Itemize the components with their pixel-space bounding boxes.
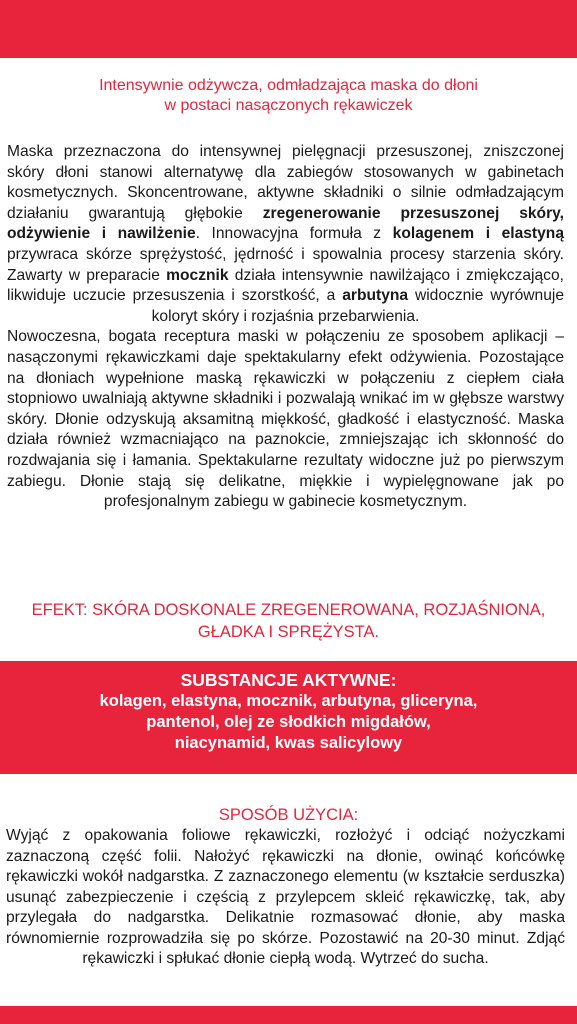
- description-paragraph-1: [7, 142, 564, 327]
- subtitle-line-1: Intensywnie odżywcza, odmładzająca maska do dłoni: [99, 77, 478, 94]
- product-description: [7, 142, 564, 513]
- description-highlight: arbutyna: [342, 287, 409, 305]
- effect-statement: [0, 599, 577, 643]
- description-text: Maska przeznaczona do intensywnej pielęgnacji przesuszonej, zniszczonej skóry dłoni stanowi alternatywę dla zabiegów stosowanych w gabinetach kosmetycznych. Skoncentrowane, aktywne składniki o silnie odmładzającym działaniu gwarantują głębokie: [7, 143, 564, 222]
- description-text: widocznie wyrównuje koloryt skóry i rozjaśnia przebarwienia.: [151, 287, 564, 325]
- active-substances-line-2: pantenol, olej ze słodkich migdałów,: [146, 713, 431, 731]
- active-substances-line-3: niacynamid, kwas salicylowy: [174, 734, 403, 752]
- description-highlight: zregenerowanie przesuszonej skóry, odżywienie i nawilżenie: [7, 204, 564, 243]
- active-substances-title: SUBSTANCJE AKTYWNE:: [180, 670, 397, 690]
- description-highlight: kolagenem i elastyną: [392, 225, 564, 243]
- effect-line-1: EFEKT: SKÓRA DOSKONALE ZREGENEROWANA, ROZJAŚNIONA,: [31, 601, 546, 619]
- description-text: przywraca skórze sprężystość, jędrność i spowalnia procesy starzenia skóry. Zawarty w preparacie: [7, 245, 564, 284]
- active-substances-line-1: kolagen, elastyna, mocznik, arbutyna, gliceryna,: [99, 692, 478, 710]
- description-text: . Innowacyjna formuła z: [195, 225, 393, 243]
- subtitle-line-2: w postaci nasączonych rękawiczek: [164, 97, 413, 114]
- usage-instructions: Wyjąć z opakowania foliowe rękawiczki, rozłożyć i odciąć nożyczkami zaznaczoną część folii. Nałożyć rękawiczki na dłonie, owinąć końcówkę rękawiczki wokół nadgarstka. Z zaznaczonego elementu (w kształcie serduszka) usunąć zabezpieczenie i częścią z przylepcem skleić rękawiczkę, tak, aby przylegała do nadgarstka. Delikatnie rozmasować dłonie, aby maska równomiernie rozprowadziła się po skórze. Pozostawić na 20-30 minut. Zdjąć rękawiczki i spłukać dłonie ciepłą wodą. Wytrzeć do sucha.: [6, 827, 565, 967]
- active-substances-box: [0, 661, 577, 774]
- effect-line-2: GŁADKA I SPRĘŻYSTA.: [197, 623, 380, 641]
- description-highlight: mocznik: [166, 266, 229, 284]
- product-subtitle: [0, 76, 577, 116]
- description-paragraph-2: Nowoczesna, bogata receptura maski w połączeniu ze sposobem aplikacji – nasączonymi rękawiczkami daje spektakularny efekt odżywienia. Pozostające na dłoniach wypełnione maską rękawiczki w połączeniu z ciepłem ciała stopniowo uwalniają aktywne składniki i pozwalają wnikać im w głębsze warstwy skóry. Dłonie odzyskują aksamitną miękkość, gładkość i elastyczność. Maska działa również wzmacniająco na paznokcie, zmniejszając ich skłonność do rozdwajania się i łamania. Spektakularne rezultaty widoczne już po pierwszym zabiegu. Dłonie stają się delikatne, miękkie i wypielęgnowane jak po profesjonalnym zabiegu w gabinecie kosmetycznym.: [7, 328, 564, 511]
- top-accent-band: [0, 0, 577, 58]
- description-text: działa intensywnie nawilżająco i zmiękczająco, likwiduje uczucie przesuszenia i szorstkość, a: [7, 266, 564, 305]
- bottom-accent-band: [0, 1006, 577, 1024]
- usage-title: SPOSÓB UŻYCIA:: [218, 806, 359, 824]
